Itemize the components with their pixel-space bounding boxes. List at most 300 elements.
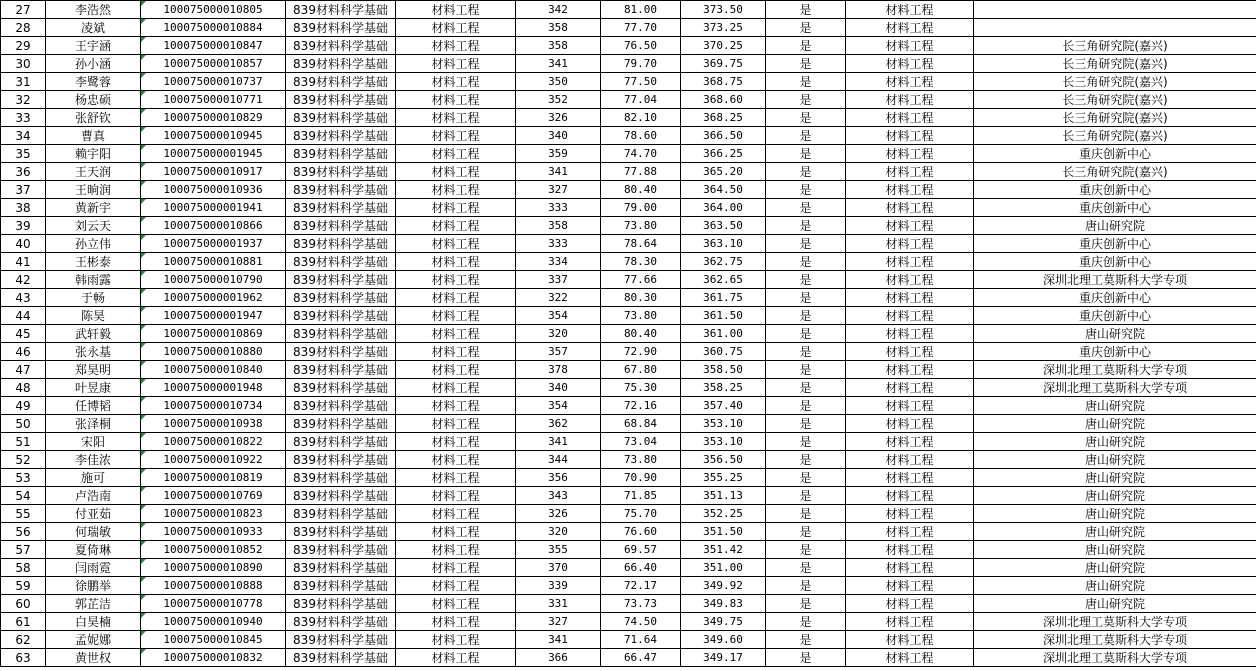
cell-department[interactable]: 重庆创新中心 <box>974 253 1256 271</box>
cell-initial-score[interactable]: 341 <box>516 163 601 181</box>
cell-retest-score[interactable]: 73.80 <box>601 217 681 235</box>
cell-number[interactable]: 55 <box>1 505 46 523</box>
cell-initial-score[interactable]: 358 <box>516 37 601 55</box>
cell-admitted[interactable]: 是 <box>766 577 846 595</box>
cell-exam-id[interactable]: 100075000001962 <box>141 289 286 307</box>
cell-total-score[interactable]: 365.20 <box>681 163 766 181</box>
cell-name[interactable]: 赖宇阳 <box>46 145 141 163</box>
cell-exam-id[interactable]: 100075000010832 <box>141 649 286 667</box>
cell-retest-score[interactable]: 72.16 <box>601 397 681 415</box>
cell-subject[interactable]: 839材料科学基础 <box>286 37 396 55</box>
cell-retest-score[interactable]: 72.17 <box>601 577 681 595</box>
cell-number[interactable]: 41 <box>1 253 46 271</box>
cell-major[interactable]: 材料工程 <box>396 559 516 577</box>
cell-direction[interactable]: 材料工程 <box>846 235 974 253</box>
cell-department[interactable]: 唐山研究院 <box>974 595 1256 613</box>
cell-initial-score[interactable]: 341 <box>516 55 601 73</box>
cell-major[interactable]: 材料工程 <box>396 307 516 325</box>
cell-department[interactable]: 长三角研究院(嘉兴) <box>974 127 1256 145</box>
cell-department[interactable]: 唐山研究院 <box>974 505 1256 523</box>
cell-initial-score[interactable]: 343 <box>516 487 601 505</box>
cell-direction[interactable]: 材料工程 <box>846 397 974 415</box>
cell-major[interactable]: 材料工程 <box>396 343 516 361</box>
cell-major[interactable]: 材料工程 <box>396 37 516 55</box>
cell-exam-id[interactable]: 100075000010845 <box>141 631 286 649</box>
cell-major[interactable]: 材料工程 <box>396 127 516 145</box>
cell-admitted[interactable]: 是 <box>766 451 846 469</box>
cell-admitted[interactable]: 是 <box>766 487 846 505</box>
cell-number[interactable]: 62 <box>1 631 46 649</box>
cell-department[interactable]: 唐山研究院 <box>974 397 1256 415</box>
cell-direction[interactable]: 材料工程 <box>846 181 974 199</box>
cell-name[interactable]: 王天润 <box>46 163 141 181</box>
cell-retest-score[interactable]: 73.80 <box>601 307 681 325</box>
cell-retest-score[interactable]: 72.90 <box>601 343 681 361</box>
cell-total-score[interactable]: 355.25 <box>681 469 766 487</box>
cell-major[interactable]: 材料工程 <box>396 289 516 307</box>
cell-retest-score[interactable]: 80.40 <box>601 325 681 343</box>
cell-direction[interactable]: 材料工程 <box>846 91 974 109</box>
cell-direction[interactable]: 材料工程 <box>846 73 974 91</box>
cell-direction[interactable]: 材料工程 <box>846 361 974 379</box>
cell-total-score[interactable]: 368.75 <box>681 73 766 91</box>
cell-department[interactable]: 重庆创新中心 <box>974 235 1256 253</box>
cell-department[interactable]: 唐山研究院 <box>974 523 1256 541</box>
cell-total-score[interactable]: 364.50 <box>681 181 766 199</box>
cell-major[interactable]: 材料工程 <box>396 631 516 649</box>
cell-direction[interactable]: 材料工程 <box>846 577 974 595</box>
cell-exam-id[interactable]: 100075000010866 <box>141 217 286 235</box>
cell-major[interactable]: 材料工程 <box>396 595 516 613</box>
cell-number[interactable]: 35 <box>1 145 46 163</box>
cell-subject[interactable]: 839材料科学基础 <box>286 649 396 667</box>
cell-major[interactable]: 材料工程 <box>396 523 516 541</box>
cell-number[interactable]: 52 <box>1 451 46 469</box>
cell-direction[interactable]: 材料工程 <box>846 505 974 523</box>
cell-exam-id[interactable]: 100075000010857 <box>141 55 286 73</box>
cell-initial-score[interactable]: 340 <box>516 379 601 397</box>
cell-total-score[interactable]: 368.60 <box>681 91 766 109</box>
cell-exam-id[interactable]: 100075000001948 <box>141 379 286 397</box>
cell-department[interactable]: 深圳北理工莫斯科大学专项 <box>974 379 1256 397</box>
cell-initial-score[interactable]: 354 <box>516 397 601 415</box>
cell-name[interactable]: 凌斌 <box>46 19 141 37</box>
cell-admitted[interactable]: 是 <box>766 199 846 217</box>
cell-total-score[interactable]: 361.00 <box>681 325 766 343</box>
cell-admitted[interactable]: 是 <box>766 235 846 253</box>
cell-admitted[interactable]: 是 <box>766 325 846 343</box>
cell-subject[interactable]: 839材料科学基础 <box>286 271 396 289</box>
cell-number[interactable]: 39 <box>1 217 46 235</box>
cell-name[interactable]: 陈昊 <box>46 307 141 325</box>
cell-major[interactable]: 材料工程 <box>396 217 516 235</box>
cell-direction[interactable]: 材料工程 <box>846 271 974 289</box>
cell-total-score[interactable]: 363.50 <box>681 217 766 235</box>
cell-name[interactable]: 孙立伟 <box>46 235 141 253</box>
cell-major[interactable]: 材料工程 <box>396 163 516 181</box>
cell-exam-id[interactable]: 100075000010917 <box>141 163 286 181</box>
cell-retest-score[interactable]: 81.00 <box>601 1 681 19</box>
cell-number[interactable]: 33 <box>1 109 46 127</box>
cell-admitted[interactable]: 是 <box>766 55 846 73</box>
cell-admitted[interactable]: 是 <box>766 559 846 577</box>
cell-department[interactable]: 长三角研究院(嘉兴) <box>974 73 1256 91</box>
cell-direction[interactable]: 材料工程 <box>846 109 974 127</box>
cell-exam-id[interactable]: 100075000010822 <box>141 433 286 451</box>
cell-number[interactable]: 54 <box>1 487 46 505</box>
cell-admitted[interactable]: 是 <box>766 541 846 559</box>
cell-retest-score[interactable]: 66.40 <box>601 559 681 577</box>
cell-direction[interactable]: 材料工程 <box>846 523 974 541</box>
cell-name[interactable]: 孟妮娜 <box>46 631 141 649</box>
cell-admitted[interactable]: 是 <box>766 289 846 307</box>
cell-admitted[interactable]: 是 <box>766 253 846 271</box>
cell-department[interactable] <box>974 19 1256 37</box>
cell-retest-score[interactable]: 71.85 <box>601 487 681 505</box>
cell-admitted[interactable]: 是 <box>766 343 846 361</box>
cell-initial-score[interactable]: 357 <box>516 343 601 361</box>
cell-number[interactable]: 60 <box>1 595 46 613</box>
cell-direction[interactable]: 材料工程 <box>846 253 974 271</box>
cell-subject[interactable]: 839材料科学基础 <box>286 235 396 253</box>
cell-major[interactable]: 材料工程 <box>396 451 516 469</box>
cell-name[interactable]: 徐鹏举 <box>46 577 141 595</box>
cell-name[interactable]: 付亚茹 <box>46 505 141 523</box>
cell-initial-score[interactable]: 342 <box>516 1 601 19</box>
cell-name[interactable]: 李佳浓 <box>46 451 141 469</box>
cell-department[interactable]: 深圳北理工莫斯科大学专项 <box>974 361 1256 379</box>
cell-admitted[interactable]: 是 <box>766 19 846 37</box>
cell-number[interactable]: 40 <box>1 235 46 253</box>
cell-retest-score[interactable]: 73.80 <box>601 451 681 469</box>
cell-admitted[interactable]: 是 <box>766 397 846 415</box>
cell-initial-score[interactable]: 354 <box>516 307 601 325</box>
cell-initial-score[interactable]: 358 <box>516 19 601 37</box>
cell-subject[interactable]: 839材料科学基础 <box>286 523 396 541</box>
cell-direction[interactable]: 材料工程 <box>846 559 974 577</box>
cell-number[interactable]: 27 <box>1 1 46 19</box>
cell-retest-score[interactable]: 78.30 <box>601 253 681 271</box>
cell-total-score[interactable]: 361.50 <box>681 307 766 325</box>
cell-number[interactable]: 47 <box>1 361 46 379</box>
cell-major[interactable]: 材料工程 <box>396 109 516 127</box>
cell-direction[interactable]: 材料工程 <box>846 1 974 19</box>
cell-subject[interactable]: 839材料科学基础 <box>286 379 396 397</box>
cell-retest-score[interactable]: 71.64 <box>601 631 681 649</box>
cell-initial-score[interactable]: 320 <box>516 325 601 343</box>
cell-exam-id[interactable]: 100075000001947 <box>141 307 286 325</box>
cell-initial-score[interactable]: 341 <box>516 433 601 451</box>
cell-total-score[interactable]: 366.25 <box>681 145 766 163</box>
cell-subject[interactable]: 839材料科学基础 <box>286 307 396 325</box>
cell-number[interactable]: 45 <box>1 325 46 343</box>
cell-total-score[interactable]: 361.75 <box>681 289 766 307</box>
cell-department[interactable]: 唐山研究院 <box>974 217 1256 235</box>
cell-department[interactable]: 唐山研究院 <box>974 451 1256 469</box>
cell-subject[interactable]: 839材料科学基础 <box>286 487 396 505</box>
cell-exam-id[interactable]: 100075000010769 <box>141 487 286 505</box>
cell-retest-score[interactable]: 77.88 <box>601 163 681 181</box>
cell-department[interactable] <box>974 1 1256 19</box>
cell-number[interactable]: 34 <box>1 127 46 145</box>
cell-major[interactable]: 材料工程 <box>396 19 516 37</box>
cell-retest-score[interactable]: 78.60 <box>601 127 681 145</box>
cell-direction[interactable]: 材料工程 <box>846 595 974 613</box>
cell-name[interactable]: 郑昊明 <box>46 361 141 379</box>
cell-major[interactable]: 材料工程 <box>396 397 516 415</box>
cell-name[interactable]: 闫雨霓 <box>46 559 141 577</box>
cell-subject[interactable]: 839材料科学基础 <box>286 415 396 433</box>
cell-initial-score[interactable]: 350 <box>516 73 601 91</box>
cell-exam-id[interactable]: 100075000010847 <box>141 37 286 55</box>
cell-total-score[interactable]: 373.25 <box>681 19 766 37</box>
cell-total-score[interactable]: 360.75 <box>681 343 766 361</box>
cell-total-score[interactable]: 362.65 <box>681 271 766 289</box>
cell-subject[interactable]: 839材料科学基础 <box>286 163 396 181</box>
cell-direction[interactable]: 材料工程 <box>846 649 974 667</box>
cell-retest-score[interactable]: 77.50 <box>601 73 681 91</box>
cell-admitted[interactable]: 是 <box>766 307 846 325</box>
cell-major[interactable]: 材料工程 <box>396 487 516 505</box>
cell-exam-id[interactable]: 100075000010945 <box>141 127 286 145</box>
cell-major[interactable]: 材料工程 <box>396 55 516 73</box>
cell-major[interactable]: 材料工程 <box>396 577 516 595</box>
cell-retest-score[interactable]: 75.30 <box>601 379 681 397</box>
cell-exam-id[interactable]: 100075000010805 <box>141 1 286 19</box>
cell-retest-score[interactable]: 66.47 <box>601 649 681 667</box>
cell-initial-score[interactable]: 327 <box>516 613 601 631</box>
cell-admitted[interactable]: 是 <box>766 523 846 541</box>
cell-name[interactable]: 叶昱康 <box>46 379 141 397</box>
cell-subject[interactable]: 839材料科学基础 <box>286 73 396 91</box>
cell-direction[interactable]: 材料工程 <box>846 19 974 37</box>
cell-subject[interactable]: 839材料科学基础 <box>286 145 396 163</box>
cell-exam-id[interactable]: 100075000010881 <box>141 253 286 271</box>
cell-major[interactable]: 材料工程 <box>396 433 516 451</box>
cell-exam-id[interactable]: 100075000010938 <box>141 415 286 433</box>
cell-initial-score[interactable]: 326 <box>516 505 601 523</box>
cell-admitted[interactable]: 是 <box>766 109 846 127</box>
cell-subject[interactable]: 839材料科学基础 <box>286 109 396 127</box>
cell-name[interactable]: 李鹭蓉 <box>46 73 141 91</box>
cell-name[interactable]: 李浩然 <box>46 1 141 19</box>
cell-initial-score[interactable]: 359 <box>516 145 601 163</box>
cell-total-score[interactable]: 353.10 <box>681 415 766 433</box>
cell-initial-score[interactable]: 356 <box>516 469 601 487</box>
cell-exam-id[interactable]: 100075000001945 <box>141 145 286 163</box>
cell-exam-id[interactable]: 100075000001941 <box>141 199 286 217</box>
cell-number[interactable]: 42 <box>1 271 46 289</box>
cell-name[interactable]: 何瑞敏 <box>46 523 141 541</box>
cell-name[interactable]: 王宇涵 <box>46 37 141 55</box>
cell-initial-score[interactable]: 339 <box>516 577 601 595</box>
cell-department[interactable]: 唐山研究院 <box>974 325 1256 343</box>
cell-subject[interactable]: 839材料科学基础 <box>286 1 396 19</box>
cell-direction[interactable]: 材料工程 <box>846 541 974 559</box>
cell-exam-id[interactable]: 100075000010880 <box>141 343 286 361</box>
cell-total-score[interactable]: 351.13 <box>681 487 766 505</box>
cell-number[interactable]: 53 <box>1 469 46 487</box>
cell-admitted[interactable]: 是 <box>766 217 846 235</box>
cell-admitted[interactable]: 是 <box>766 613 846 631</box>
cell-initial-score[interactable]: 378 <box>516 361 601 379</box>
cell-subject[interactable]: 839材料科学基础 <box>286 559 396 577</box>
cell-number[interactable]: 59 <box>1 577 46 595</box>
cell-major[interactable]: 材料工程 <box>396 505 516 523</box>
cell-major[interactable]: 材料工程 <box>396 199 516 217</box>
cell-department[interactable]: 重庆创新中心 <box>974 289 1256 307</box>
cell-number[interactable]: 31 <box>1 73 46 91</box>
cell-total-score[interactable]: 370.25 <box>681 37 766 55</box>
cell-subject[interactable]: 839材料科学基础 <box>286 577 396 595</box>
cell-exam-id[interactable]: 100075000010734 <box>141 397 286 415</box>
cell-major[interactable]: 材料工程 <box>396 73 516 91</box>
cell-number[interactable]: 44 <box>1 307 46 325</box>
cell-department[interactable]: 长三角研究院(嘉兴) <box>974 163 1256 181</box>
cell-name[interactable]: 王彬泰 <box>46 253 141 271</box>
cell-direction[interactable]: 材料工程 <box>846 55 974 73</box>
cell-name[interactable]: 刘云天 <box>46 217 141 235</box>
cell-retest-score[interactable]: 70.90 <box>601 469 681 487</box>
cell-number[interactable]: 51 <box>1 433 46 451</box>
cell-name[interactable]: 王晌润 <box>46 181 141 199</box>
cell-department[interactable]: 唐山研究院 <box>974 487 1256 505</box>
cell-subject[interactable]: 839材料科学基础 <box>286 199 396 217</box>
cell-direction[interactable]: 材料工程 <box>846 469 974 487</box>
cell-subject[interactable]: 839材料科学基础 <box>286 91 396 109</box>
cell-retest-score[interactable]: 67.80 <box>601 361 681 379</box>
cell-number[interactable]: 38 <box>1 199 46 217</box>
cell-subject[interactable]: 839材料科学基础 <box>286 325 396 343</box>
cell-name[interactable]: 宋阳 <box>46 433 141 451</box>
cell-exam-id[interactable]: 100075000010840 <box>141 361 286 379</box>
cell-department[interactable]: 深圳北理工莫斯科大学专项 <box>974 649 1256 667</box>
cell-subject[interactable]: 839材料科学基础 <box>286 433 396 451</box>
cell-subject[interactable]: 839材料科学基础 <box>286 505 396 523</box>
cell-initial-score[interactable]: 333 <box>516 199 601 217</box>
cell-admitted[interactable]: 是 <box>766 433 846 451</box>
cell-subject[interactable]: 839材料科学基础 <box>286 127 396 145</box>
cell-name[interactable]: 张泽桐 <box>46 415 141 433</box>
cell-major[interactable]: 材料工程 <box>396 145 516 163</box>
cell-total-score[interactable]: 351.42 <box>681 541 766 559</box>
cell-initial-score[interactable]: 333 <box>516 235 601 253</box>
cell-exam-id[interactable]: 100075000010869 <box>141 325 286 343</box>
cell-department[interactable]: 深圳北理工莫斯科大学专项 <box>974 613 1256 631</box>
cell-direction[interactable]: 材料工程 <box>846 307 974 325</box>
cell-admitted[interactable]: 是 <box>766 181 846 199</box>
cell-number[interactable]: 37 <box>1 181 46 199</box>
cell-major[interactable]: 材料工程 <box>396 613 516 631</box>
cell-retest-score[interactable]: 76.50 <box>601 37 681 55</box>
cell-initial-score[interactable]: 341 <box>516 631 601 649</box>
cell-initial-score[interactable]: 322 <box>516 289 601 307</box>
cell-department[interactable]: 唐山研究院 <box>974 433 1256 451</box>
cell-major[interactable]: 材料工程 <box>396 541 516 559</box>
cell-number[interactable]: 36 <box>1 163 46 181</box>
cell-number[interactable]: 49 <box>1 397 46 415</box>
cell-total-score[interactable]: 349.75 <box>681 613 766 631</box>
cell-subject[interactable]: 839材料科学基础 <box>286 397 396 415</box>
cell-subject[interactable]: 839材料科学基础 <box>286 55 396 73</box>
cell-name[interactable]: 郭芷洁 <box>46 595 141 613</box>
cell-retest-score[interactable]: 77.04 <box>601 91 681 109</box>
cell-admitted[interactable]: 是 <box>766 505 846 523</box>
cell-admitted[interactable]: 是 <box>766 379 846 397</box>
cell-number[interactable]: 32 <box>1 91 46 109</box>
cell-department[interactable]: 长三角研究院(嘉兴) <box>974 37 1256 55</box>
cell-direction[interactable]: 材料工程 <box>846 289 974 307</box>
cell-admitted[interactable]: 是 <box>766 271 846 289</box>
cell-initial-score[interactable]: 340 <box>516 127 601 145</box>
cell-direction[interactable]: 材料工程 <box>846 199 974 217</box>
cell-admitted[interactable]: 是 <box>766 361 846 379</box>
cell-total-score[interactable]: 373.50 <box>681 1 766 19</box>
cell-number[interactable]: 56 <box>1 523 46 541</box>
cell-total-score[interactable]: 364.00 <box>681 199 766 217</box>
cell-admitted[interactable]: 是 <box>766 163 846 181</box>
cell-major[interactable]: 材料工程 <box>396 253 516 271</box>
cell-number[interactable]: 30 <box>1 55 46 73</box>
cell-admitted[interactable]: 是 <box>766 469 846 487</box>
cell-direction[interactable]: 材料工程 <box>846 451 974 469</box>
cell-admitted[interactable]: 是 <box>766 73 846 91</box>
cell-total-score[interactable]: 349.60 <box>681 631 766 649</box>
cell-exam-id[interactable]: 100075000001937 <box>141 235 286 253</box>
cell-retest-score[interactable]: 78.64 <box>601 235 681 253</box>
cell-subject[interactable]: 839材料科学基础 <box>286 343 396 361</box>
cell-number[interactable]: 29 <box>1 37 46 55</box>
cell-exam-id[interactable]: 100075000010737 <box>141 73 286 91</box>
cell-department[interactable]: 唐山研究院 <box>974 469 1256 487</box>
cell-retest-score[interactable]: 80.30 <box>601 289 681 307</box>
cell-major[interactable]: 材料工程 <box>396 181 516 199</box>
cell-admitted[interactable]: 是 <box>766 145 846 163</box>
cell-total-score[interactable]: 368.25 <box>681 109 766 127</box>
cell-number[interactable]: 61 <box>1 613 46 631</box>
cell-name[interactable]: 张永基 <box>46 343 141 361</box>
cell-retest-score[interactable]: 80.40 <box>601 181 681 199</box>
cell-direction[interactable]: 材料工程 <box>846 325 974 343</box>
cell-exam-id[interactable]: 100075000010823 <box>141 505 286 523</box>
cell-initial-score[interactable]: 370 <box>516 559 601 577</box>
cell-admitted[interactable]: 是 <box>766 127 846 145</box>
cell-total-score[interactable]: 349.83 <box>681 595 766 613</box>
cell-retest-score[interactable]: 77.66 <box>601 271 681 289</box>
cell-initial-score[interactable]: 358 <box>516 217 601 235</box>
cell-major[interactable]: 材料工程 <box>396 415 516 433</box>
cell-initial-score[interactable]: 362 <box>516 415 601 433</box>
cell-department[interactable]: 唐山研究院 <box>974 415 1256 433</box>
cell-number[interactable]: 48 <box>1 379 46 397</box>
cell-initial-score[interactable]: 326 <box>516 109 601 127</box>
cell-subject[interactable]: 839材料科学基础 <box>286 469 396 487</box>
cell-subject[interactable]: 839材料科学基础 <box>286 181 396 199</box>
cell-major[interactable]: 材料工程 <box>396 1 516 19</box>
cell-initial-score[interactable]: 320 <box>516 523 601 541</box>
cell-retest-score[interactable]: 74.50 <box>601 613 681 631</box>
cell-retest-score[interactable]: 76.60 <box>601 523 681 541</box>
cell-exam-id[interactable]: 100075000010829 <box>141 109 286 127</box>
cell-retest-score[interactable]: 74.70 <box>601 145 681 163</box>
cell-subject[interactable]: 839材料科学基础 <box>286 595 396 613</box>
cell-retest-score[interactable]: 73.04 <box>601 433 681 451</box>
cell-total-score[interactable]: 357.40 <box>681 397 766 415</box>
cell-subject[interactable]: 839材料科学基础 <box>286 361 396 379</box>
cell-subject[interactable]: 839材料科学基础 <box>286 613 396 631</box>
cell-direction[interactable]: 材料工程 <box>846 217 974 235</box>
cell-department[interactable]: 唐山研究院 <box>974 541 1256 559</box>
